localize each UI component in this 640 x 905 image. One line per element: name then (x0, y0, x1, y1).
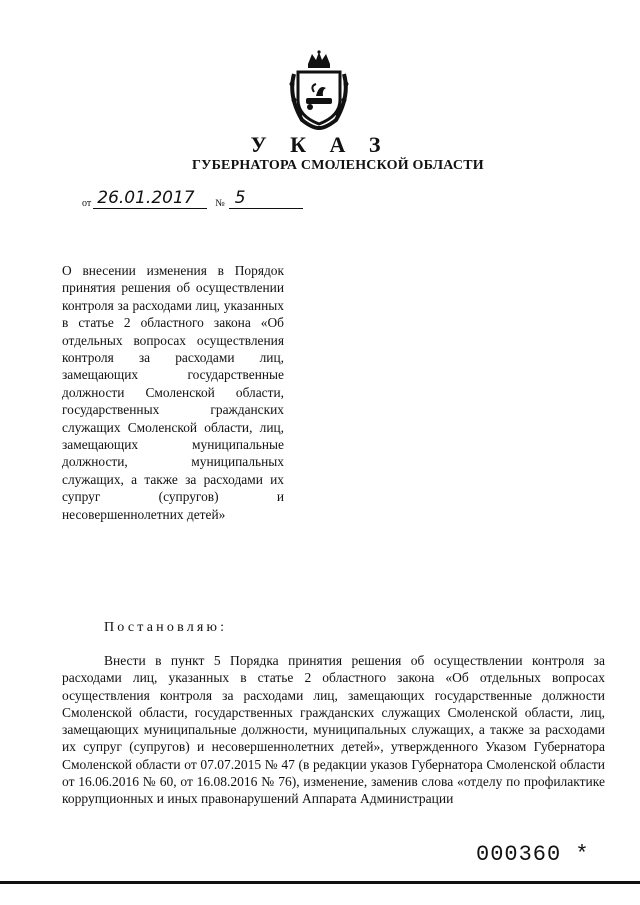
date-label: от (82, 198, 92, 209)
number-value: 5 (229, 188, 303, 209)
date-number-line (82, 188, 303, 209)
resolution-word: Постановляю: (104, 620, 228, 635)
coat-of-arms-icon (286, 50, 352, 130)
decree-body-paragraph: Внести в пункт 5 Порядка принятия решения об осуществлении контроля за расходами лиц, указанных в статье 2 областного закона «Об отдельных вопросах осуществления контроля за расходами лиц, замещающих государственные должности Смоленской области, государственных гражданских служащих Смоленской области, лиц, замещающих муниципальные должности, муниципальных служащих, а также за расходами их супруг (супругов) и несовершеннолетних детей», утвержденного Указом Губернатора Смоленской области от 07.07.2015 № 47 (в редакции указов Губернатора Смоленской области от 16.06.2016 № 60, от 16.08.2016 № 76), изменение, заменив слова «отделу по профилактике коррупционных и иных правонарушений Аппарата Администрации (62, 653, 605, 807)
number-label: № (215, 198, 225, 209)
decree-subject: О внесении изменения в Порядок принятия решения об осуществлении контроля за расходами лиц, указанных в статье 2 областного закона «Об отдельных вопросах осуществления контроля за расходами лиц, замещающих государственные должности Смоленской области, государственных гражданских служащих Смоленской области, лиц, замещающих муниципальные должности, муниципальных служащих, а также за расходами их супруг (супругов) и несовершеннолетних детей» (62, 263, 284, 522)
decree-subtitle: ГУБЕРНАТОРА СМОЛЕНСКОЙ ОБЛАСТИ (192, 158, 484, 173)
bottom-divider (0, 881, 640, 884)
serial-number: 000360 * (476, 842, 590, 867)
date-value: 26.01.2017 (93, 188, 207, 209)
decree-title: У К А З (250, 132, 390, 157)
